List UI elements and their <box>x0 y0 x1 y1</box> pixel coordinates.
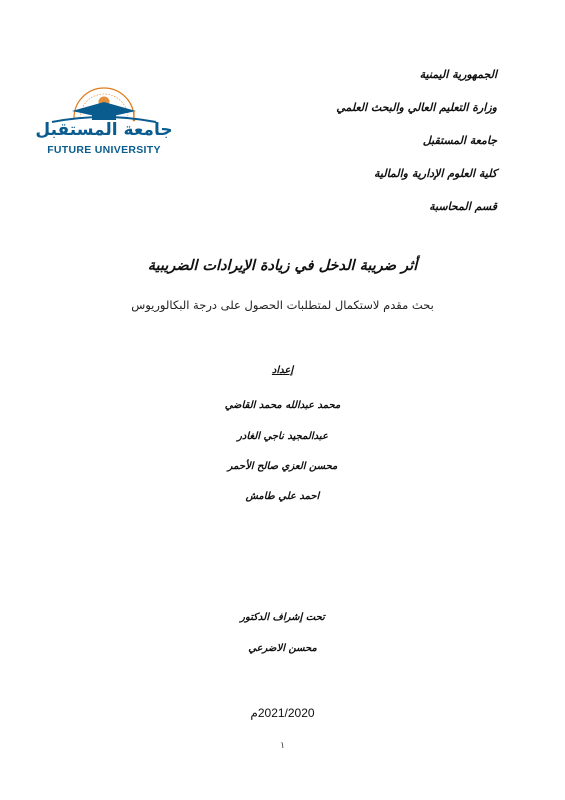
university-logo <box>34 78 174 158</box>
author-name: عبدالمجيد ناجي الغادر <box>237 431 328 442</box>
logo-english-text: FUTURE UNIVERSITY <box>47 144 161 156</box>
department-name: قسم المحاسبة <box>429 200 497 213</box>
author-name: محسن العزي صالح الأحمر <box>227 461 338 472</box>
logo-arabic-text: جامعة المستقبل <box>35 120 173 140</box>
author-name: احمد علي طامش <box>245 491 320 502</box>
page-number: ١ <box>280 741 285 751</box>
prepared-by-heading <box>0 365 565 376</box>
college-name: كلية العلوم الإدارية والمالية <box>374 167 497 180</box>
supervision-label: تحت إشراف الدكتور <box>240 612 325 623</box>
author-name: محمد عبدالله محمد القاضي <box>224 400 341 411</box>
university-name: جامعة المستقبل <box>422 134 497 147</box>
country-name: الجمهورية اليمنية <box>419 68 497 81</box>
supervisor-name: محسن الاضرعي <box>248 643 317 654</box>
ministry-name: وزارة التعليم العالي والبحث العلمي <box>336 101 497 114</box>
academic-year: 2021/2020م <box>250 706 315 720</box>
prepared-by-label: إعداد <box>271 365 294 376</box>
document-title: أثر ضريبة الدخل في زيادة الإيرادات الضريبية <box>147 258 418 274</box>
document-subtitle: بحث مقدم لاستكمال لمتطلبات الحصول على درجة البكالوريوس <box>131 298 434 312</box>
logo-emblem-icon <box>34 78 174 124</box>
